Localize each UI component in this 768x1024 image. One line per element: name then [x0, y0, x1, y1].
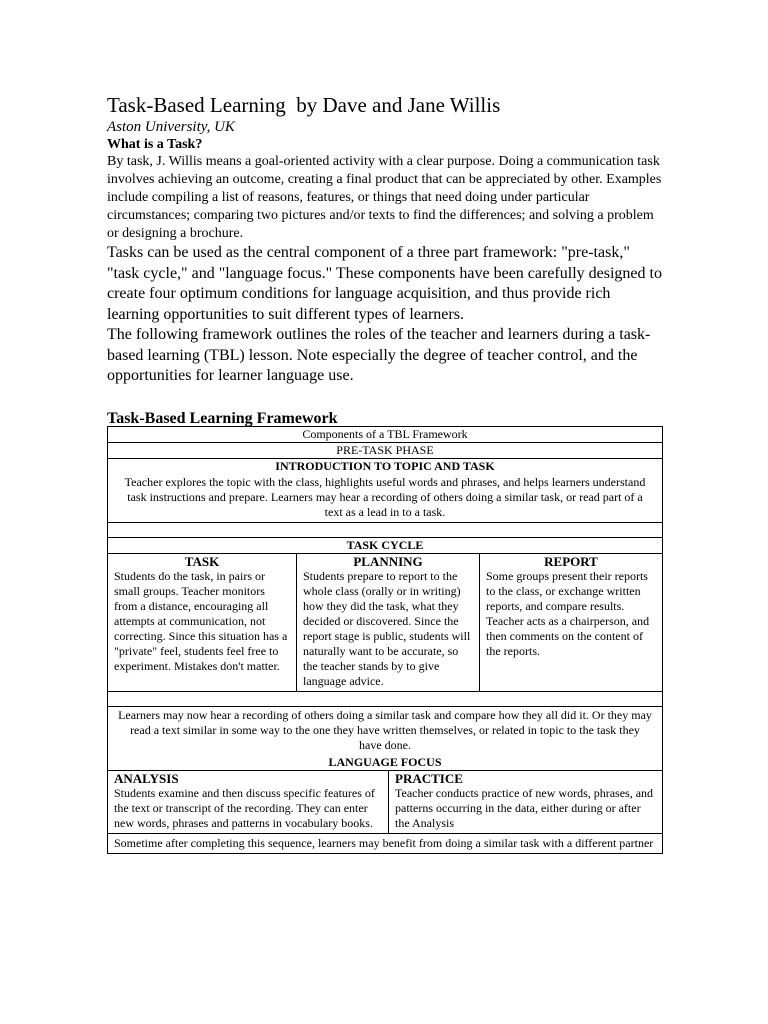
framework-table: [107, 426, 663, 854]
task-heading: TASK: [184, 554, 220, 569]
intro-heading: INTRODUCTION TO TOPIC AND TASK: [275, 459, 495, 473]
blank-row: [108, 523, 662, 538]
language-focus-columns: [108, 771, 662, 834]
intro-text: Teacher explores the topic with the class, highlights useful words and phrases, and helps learners understand task instructions and prepare. Learners may hear a recording of others doing a similar task, or read part of a text as a lead in to a task.: [124, 475, 646, 519]
task-cycle-label: TASK CYCLE: [346, 538, 424, 552]
sometime-row: [108, 834, 662, 853]
components-label: Components of a TBL Framework: [302, 427, 468, 441]
report-text: Some groups present their reports to the class, or exchange written reports, and compare results. Teacher acts as a chairperson, and then comments on the content of the reports.: [486, 569, 650, 658]
document-body: [107, 92, 663, 429]
report-column: [479, 554, 662, 691]
components-row: [108, 427, 662, 443]
practice-heading: PRACTICE: [395, 771, 463, 786]
task-column: [108, 554, 296, 691]
planning-text: Students prepare to report to the whole class (orally or in writing) how they did the task, what they decided or discovered. Since the report stage is public, students will naturally want to be accurate, so the teacher stands by to give language advice.: [303, 569, 471, 688]
page-title: Task-Based Learning by Dave and Jane Willis: [107, 93, 501, 117]
language-focus-label: LANGUAGE FOCUS: [328, 755, 442, 769]
pretask-row: [108, 443, 662, 459]
intro-paragraph-3: The following framework outlines the roles of the teacher and learners during a task-based learning (TBL) lesson. Note especially the degree of teacher control, and the opportunities for learner language use.: [107, 326, 651, 384]
spacer-row: [108, 692, 662, 707]
analysis-heading: ANALYSIS: [114, 771, 179, 786]
planning-column: [296, 554, 479, 691]
planning-heading: PLANNING: [353, 554, 423, 569]
sometime-text: Sometime after completing this sequence, learners may benefit from doing a similar task with a different partner: [114, 836, 654, 850]
report-heading: REPORT: [544, 554, 598, 569]
analysis-column: [108, 771, 388, 833]
pretask-label: PRE-TASK PHASE: [336, 443, 434, 457]
analysis-text: Students examine and then discuss specific features of the text or transcript of the recording. They can enter new words, phrases and patterns in vocabulary books.: [114, 786, 375, 830]
language-focus-row: [108, 707, 662, 771]
section-heading-what-is-a-task: What is a Task?: [107, 137, 203, 152]
intro-row: [108, 459, 662, 523]
practice-column: [388, 771, 662, 833]
page-subtitle: Aston University, UK: [107, 119, 235, 135]
recording-text: Learners may now hear a recording of others doing a similar task and compare how they all did it. Or they may read a text similar in some way to the one they have written themselves, or related in topic to the task they have done.: [118, 708, 652, 752]
intro-paragraph-1: By task, J. Willis means a goal-oriented activity with a clear purpose. Doing a communication task involves achieving an outcome, creating a final product that can be appreciated by other. Examples include compiling a list of reasons, features, or things that need doing under particular circumstances; comparing two pictures and/or texts to find the differences; and solving a problem or designing a brochure.: [107, 154, 662, 241]
task-text: Students do the task, in pairs or small groups. Teacher monitors from a distance, encouraging all attempts at communication, not correcting. Since this situation has a "private" feel, students feel free to experiment. Mistakes don't matter.: [114, 569, 288, 673]
task-cycle-columns: [108, 554, 662, 692]
framework-heading: Task-Based Learning Framework: [107, 409, 338, 427]
task-cycle-row: [108, 538, 662, 554]
intro-paragraph-2: Tasks can be used as the central component of a three part framework: "pre-task," "task cycle," and "language focus." These components have been carefully designed to create four optimum conditions for language acquisition, and thus provide rich learning opportunities to suit different types of learners.: [107, 244, 662, 323]
practice-text: Teacher conducts practice of new words, phrases, and patterns occurring in the data, either during or after the Analysis: [395, 786, 654, 830]
